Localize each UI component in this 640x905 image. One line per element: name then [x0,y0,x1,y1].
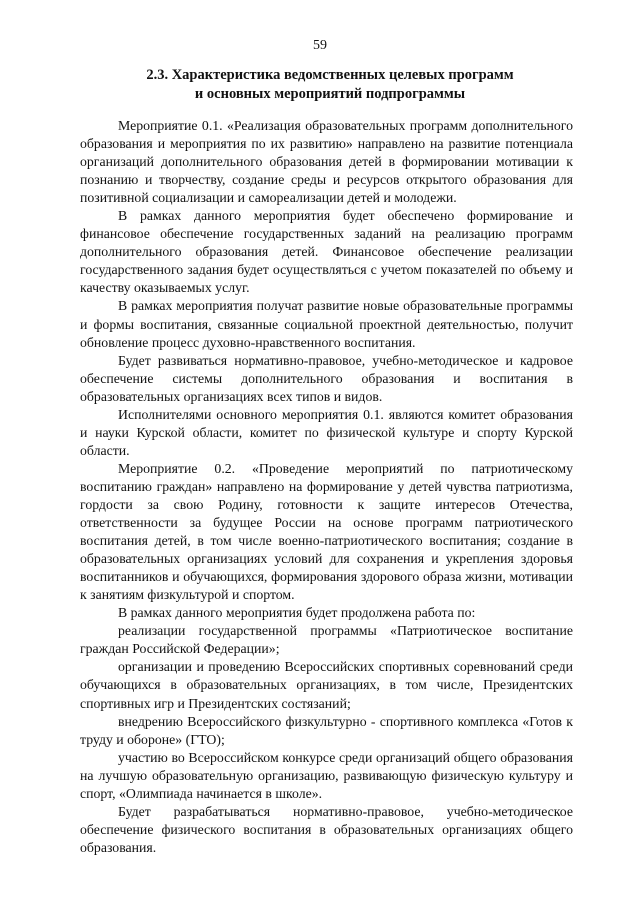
paragraph: Будет разрабатываться нормативно-правовое, учебно-методическое обеспечение физического воспитания в образовательных организациях общего образования. [80,803,573,855]
paragraph: Исполнителями основного мероприятия 0.1. являются комитет образования и науки Курской области, комитет по физической культуре и спорту Курской области. [80,406,573,458]
paragraph: организации и проведению Всероссийских спортивных соревнований среди обучающихся в образовательных организациях, в том числе, Президентских спортивных игр и Президентских состязаний; [80,659,573,711]
section-heading-line-1: 2.3. Характеристика ведомственных целевых программ [146,67,514,83]
section-heading [80,66,580,104]
section-heading-line-2: и основных мероприятий подпрограммы [194,86,466,102]
paragraph: В рамках данного мероприятия будет обеспечено формирование и финансовое обеспечение государственных заданий на реализацию программ дополнительного образования детей. Финансовое обеспечение реализации государственного задания будет осуществляться с учетом показателей по объему и качеству оказываемых услуг. [80,208,573,296]
paragraph: внедрению Всероссийского физкультурно - спортивного комплекса «Готов к труду и обороне» (ГТО); [80,713,573,747]
paragraph: участию во Всероссийском конкурсе среди организаций общего образования на лучшую образовательную организацию, развивающую физическую культуру и спорт, «Олимпиада начинается в школе». [80,749,573,801]
paragraph: В рамках данного мероприятия будет продолжена работа по: [118,605,476,621]
page-number: 59 [313,38,327,53]
paragraph: В рамках мероприятия получат развитие новые образовательные программы и формы воспитания, связанные социальной проектной деятельностью, получит обновление процесс духовно-нравственного воспитания. [80,298,573,350]
paragraph: Мероприятие 0.2. «Проведение мероприятий по патриотическому воспитанию граждан» направлено на формирование у детей чувства патриотизма, гордости за свою Родину, готовности к защите интересов Отечества, ответственности за будущее России на основе программ патриотического воспитания детей, в том числе военно-патриотического воспитания; создание в образовательных организациях условий для сохранения и укрепления здоровья воспитанников и обучающихся, формирования здорового образа жизни, мотивации к занятиям физкультурой и спортом. [80,460,573,603]
paragraph: Мероприятие 0.1. «Реализация образовательных программ дополнительного образования и мероприятия по их развитию» направлено на развитие потенциала организаций дополнительного образования детей в формировании мотивации к познанию и творчеству, создание среды и ресурсов открытого образования для позитивной социализации и самореализации детей и молодежи. [80,118,573,206]
document-body [80,117,573,857]
paragraph: Будет развиваться нормативно-правовое, учебно-методическое и кадровое обеспечение системы дополнительного образования и воспитания в образовательных организациях всех типов и видов. [80,352,573,404]
paragraph: реализации государственной программы «Патриотическое воспитание граждан Российской Федерации»; [80,623,573,657]
